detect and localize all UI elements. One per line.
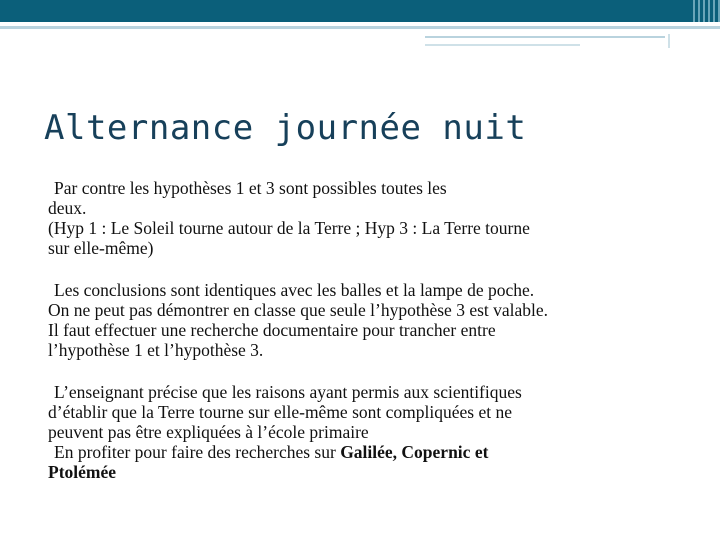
text-line: d’établir que la Terre tourne sur elle-même sont compliquées et ne <box>48 402 512 422</box>
text-line: Les conclusions sont identiques avec les balles et la lampe de poche. <box>54 280 535 300</box>
text-bold-name: Ptolémée <box>48 462 117 482</box>
spacer <box>48 258 688 280</box>
text-line: (Hyp 1 : Le Soleil tourne autour de la Terre ; Hyp 3 : La Terre tourne <box>48 218 530 238</box>
paragraph-hypotheses-detail <box>48 218 688 258</box>
accent-corner <box>668 34 710 48</box>
paragraph-research <box>48 442 688 482</box>
paragraph-hypotheses <box>48 178 688 218</box>
accent-line-shorter <box>425 44 580 46</box>
slide-body <box>48 178 688 482</box>
text-line: Il faut effectuer une recherche documentaire pour trancher entre <box>48 320 496 340</box>
accent-line <box>0 26 720 29</box>
text-plain: En profiter pour faire des recherches sur <box>54 442 341 462</box>
text-line: L’enseignant précise que les raisons ayant permis aux scientifiques <box>54 382 522 402</box>
text-line <box>48 442 688 462</box>
paragraph-conclusions <box>48 280 688 360</box>
accent-line-short <box>425 36 665 38</box>
text-line: peuvent pas être expliquées à l’école primaire <box>48 422 369 442</box>
text-line <box>48 462 688 482</box>
header-stripes <box>690 0 720 22</box>
text-line: l’hypothèse 1 et l’hypothèse 3. <box>48 340 264 360</box>
slide-title: Alternance journée nuit <box>44 108 527 148</box>
text-line: deux. <box>48 198 87 218</box>
text-line: On ne peut pas démontrer en classe que seule l’hypothèse 3 est valable. <box>48 300 549 320</box>
text-line: sur elle-même) <box>48 238 154 258</box>
text-line: Par contre les hypothèses 1 et 3 sont possibles toutes les <box>54 178 447 198</box>
header-bar <box>0 0 720 22</box>
paragraph-teacher <box>48 382 688 442</box>
spacer <box>48 360 688 382</box>
text-bold-names: Galilée, Copernic et <box>340 442 489 462</box>
